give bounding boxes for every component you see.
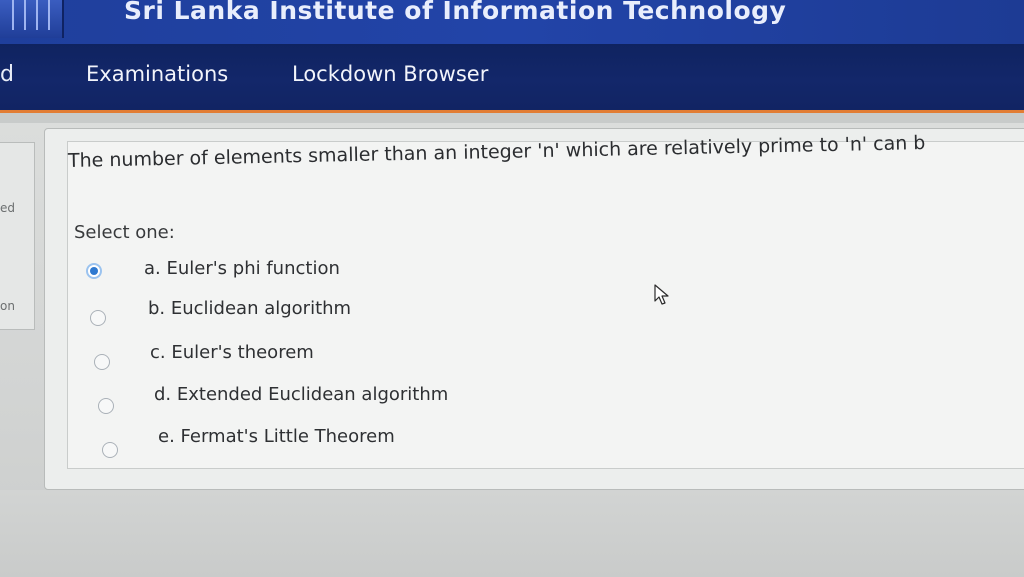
option-b-label[interactable]: b. Euclidean algorithm: [148, 298, 352, 319]
radio-option-e[interactable]: [102, 442, 118, 458]
site-header: [0, 0, 1024, 44]
nav-lockdown-browser[interactable]: Lockdown Browser: [292, 62, 489, 86]
info-fragment-answered: ed: [0, 201, 15, 215]
question-text: The number of elements smaller than an integer 'n' which are relatively prime to 'n' can b: [67, 132, 926, 172]
page-bottom-area: [0, 490, 1024, 577]
nav-examinations[interactable]: Examinations: [86, 62, 229, 86]
info-fragment-question: on: [0, 299, 15, 313]
institute-title: Sri Lanka Institute of Information Technology: [124, 0, 787, 25]
select-one-prompt: Select one:: [74, 222, 175, 243]
question-info-block: [0, 142, 35, 330]
radio-option-c[interactable]: [94, 354, 110, 370]
radio-option-b[interactable]: [90, 310, 106, 326]
nav-underline-strip: [0, 113, 1024, 123]
nav-left-fragment[interactable]: d: [0, 62, 14, 87]
option-a-label[interactable]: a. Euler's phi function: [144, 258, 340, 279]
institute-logo-icon: [0, 0, 64, 38]
option-e-label[interactable]: e. Fermat's Little Theorem: [158, 426, 395, 447]
main-navbar: [0, 44, 1024, 113]
mouse-pointer-icon: [654, 284, 670, 310]
option-c-label[interactable]: c. Euler's theorem: [150, 342, 314, 363]
radio-option-a[interactable]: [86, 263, 102, 279]
radio-option-d[interactable]: [98, 398, 114, 414]
option-d-label[interactable]: d. Extended Euclidean algorithm: [154, 384, 449, 405]
